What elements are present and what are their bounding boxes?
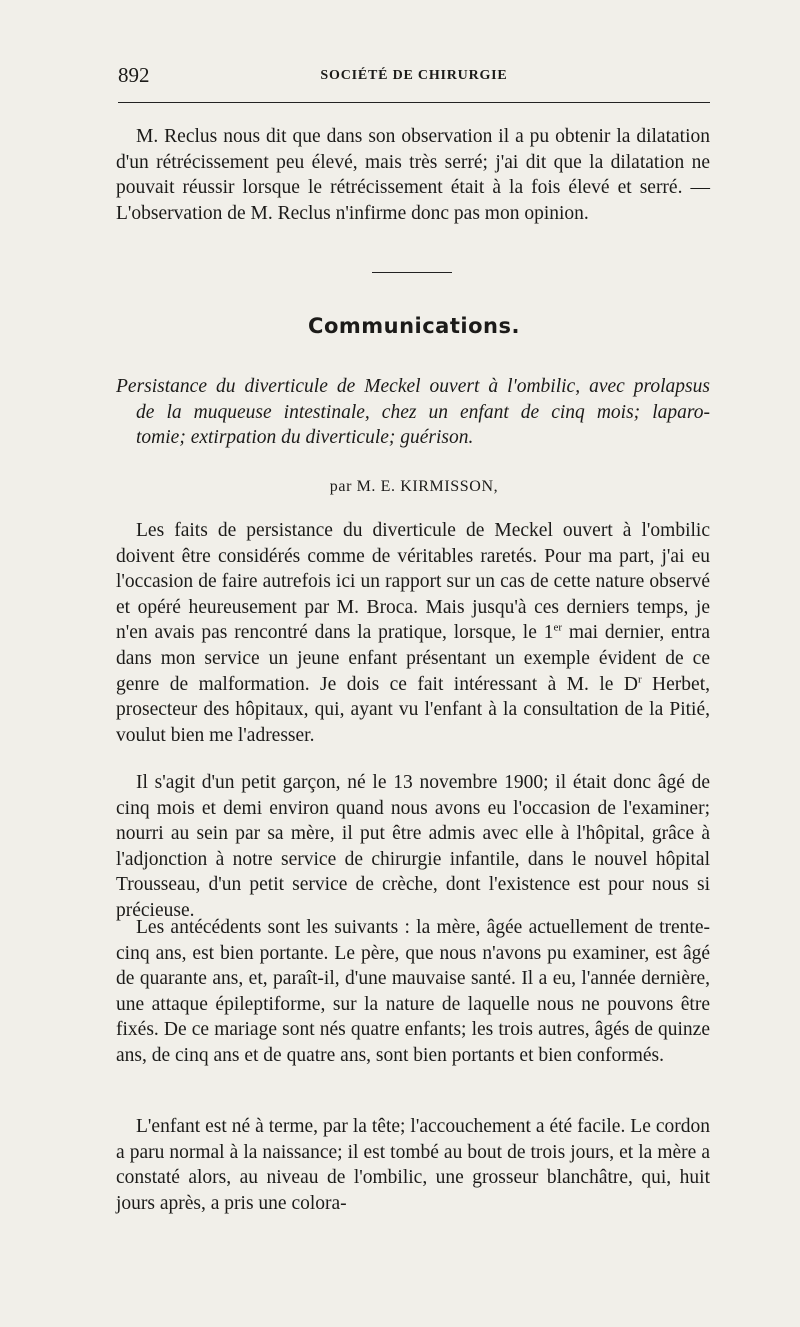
- author-byline: par M. E. KIRMISSON,: [329, 478, 499, 495]
- intro-paragraph: M. Reclus nous dit que dans son observation il a pu obtenir la dilatation d'un rétrécissement peu élevé, mais très serré; j'ai dit que la dilatation ne pouvait réussir lorsque le rétrécissement était à la fois élevé et serré. — L'observation de M. Reclus n'infirme donc pas mon opinion.: [116, 126, 710, 224]
- article-title-line-1: Persistance du diverticule de Meckel ouvert à l'ombilic, avec prolapsus: [116, 376, 710, 397]
- section-divider: [372, 272, 452, 273]
- paragraph-1-text-b: mai dernier, entra dans mon service un jeune enfant présentant un exemple évident de ce genre de malformation. Je dois ce fait intéressant à M. le D: [116, 622, 710, 695]
- paragraph-1: [116, 518, 710, 748]
- paragraph-1-text-c: Herbet, prosecteur des hôpitaux, qui, ayant vu l'enfant à la consultation de la Pitié, voulut bien me l'adresser.: [116, 673, 710, 746]
- article-title-line-2: de la muqueuse intestinale, chez un enfant de cinq mois; laparo-: [136, 401, 710, 423]
- page-number: 892: [118, 63, 150, 87]
- article-title-line-3: tomie; extirpation du diverticule; guérison.: [136, 427, 474, 449]
- header-rule: [118, 102, 710, 103]
- paragraph-4: L'enfant est né à terme, par la tête; l'accouchement a été facile. Le cordon a paru normal à la naissance; il est tombé au bout de trois jours, et la mère a constaté alors, au niveau de l'ombilic, une grosseur blanchâtre, qui, huit jours après, a pris une colora-: [116, 1116, 710, 1214]
- article-title: [116, 374, 710, 451]
- paragraph-1-text-a: Les faits de persistance du diverticule de Meckel ouvert à l'ombilic doivent être considérés comme de véritables raretés. Pour ma part, j'ai eu l'occasion de faire autrefois ici un rapport sur un cas de cette nature observé et opéré heureusement par M. Broca. Mais jusqu'à ces derniers temps, je n'en avais pas rencontré dans la pratique, lorsque, le 1: [116, 520, 710, 644]
- doctor-superscript: r: [637, 673, 642, 686]
- paragraph-3: Les antécédents sont les suivants : la mère, âgée actuellement de trente-cinq ans, est bien portante. Le père, que nous n'avons pu examiner, est âgé de quarante ans, et, paraît-il, d'une mauvaise santé. Il a eu, l'année dernière, une attaque épileptiforme, sur la nature de laquelle nous ne pouvons être fixés. De ce mariage sont nés quatre enfants; les trois autres, âgés de quinze ans, de cinq ans et de quatre ans, sont bien portants et bien conformés.: [116, 917, 710, 1066]
- ordinal-superscript: er: [553, 621, 562, 634]
- journal-title: SOCIÉTÉ DE CHIRURGIE: [320, 68, 508, 83]
- running-head: [118, 63, 710, 89]
- paragraph-2: Il s'agit d'un petit garçon, né le 13 novembre 1900; il était donc âgé de cinq mois et demi environ quand nous avons eu l'occasion de l'examiner; nourri au sein par sa mère, il put être admis avec elle à l'hôpital, grâce à l'adjonction à notre service de chirurgie infantile, dans le nouvel hôpital Trousseau, d'un petit service de crèche, dont l'existence est pour nous si précieuse.: [116, 772, 710, 921]
- section-heading: Communications.: [308, 314, 520, 338]
